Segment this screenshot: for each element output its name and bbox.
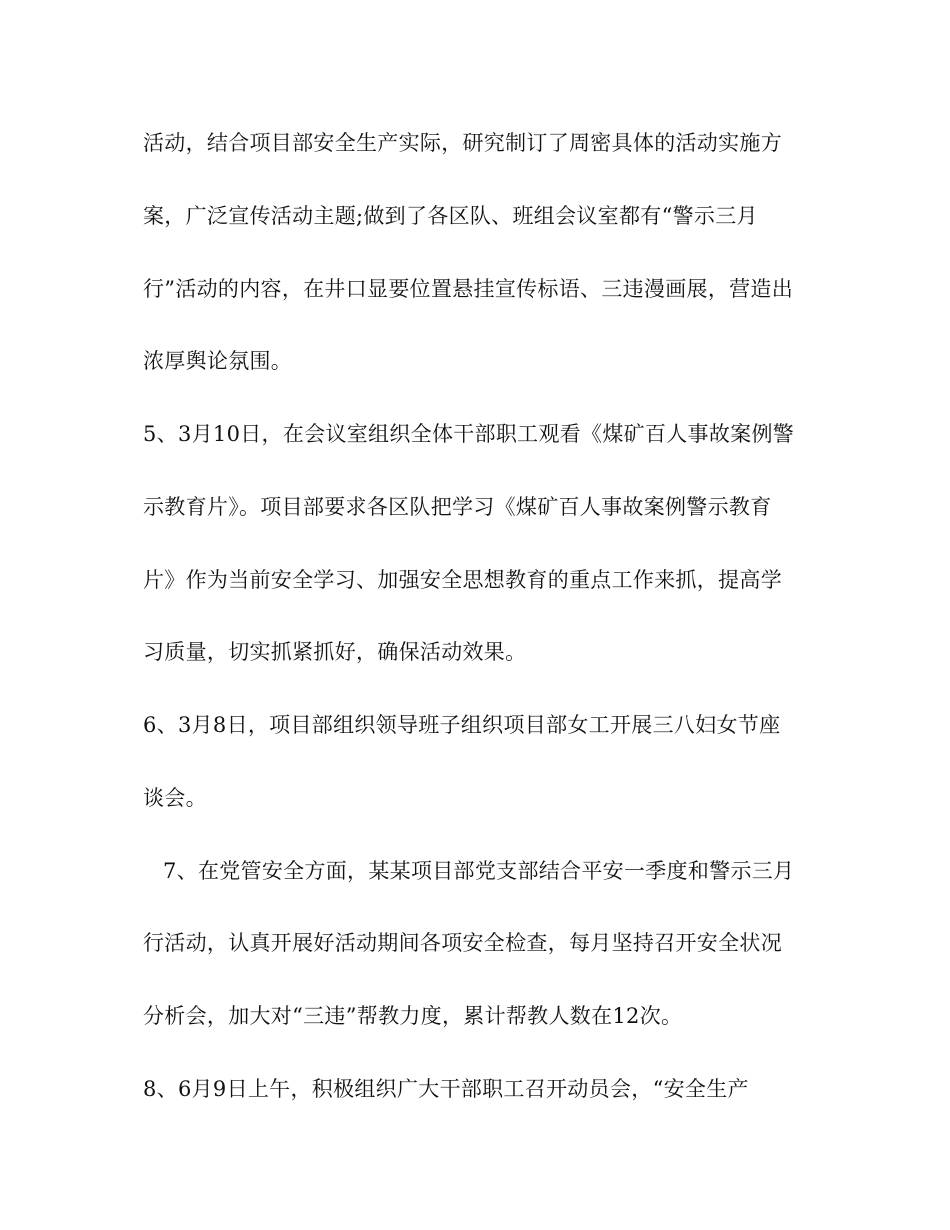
text-line: 浓厚舆论氛围。: [143, 349, 293, 373]
text-line: 示教育片》。项目部要求各区队把学习《煤矿百人事故案例警示教育: [143, 495, 772, 519]
text-line: 分析会，加大对“三违”帮教力度，累计帮教人数在12次。: [143, 1004, 683, 1028]
text-line: 谈会。: [143, 786, 207, 810]
text-line: 行”活动的内容，在井口显要位置悬挂宣传标语、三违漫画展，营造出: [143, 277, 794, 301]
text-line: 8、6月9日上午，积极组织广大干部职工召开动员会，“安全生产: [143, 1077, 749, 1101]
text-line: 7、在党管安全方面，某某项目部党支部结合平安一季度和警示三月: [163, 859, 795, 883]
text-line: 习质量，切实抓紧抓好，确保活动效果。: [143, 640, 527, 664]
text-line: 6、3月8日，项目部组织领导班子组织项目部女工开展三八妇女节座: [143, 713, 781, 737]
text-line: 行活动，认真开展好活动期间各项安全检查，每月坚持召开安全状况: [143, 931, 782, 955]
text-line: 案，广泛宣传活动主题;做到了各区队、班组会议室都有“警示三月: [143, 204, 758, 228]
text-line: 5、3月10日，在会议室组织全体干部职工观看《煤矿百人事故案例警: [143, 422, 795, 446]
text-line: 片》作为当前安全学习、加强安全思想教育的重点工作来抓，提高学: [143, 568, 782, 592]
text-line: 活动，结合项目部安全生产实际，研究制订了周密具体的活动实施方: [143, 131, 782, 155]
